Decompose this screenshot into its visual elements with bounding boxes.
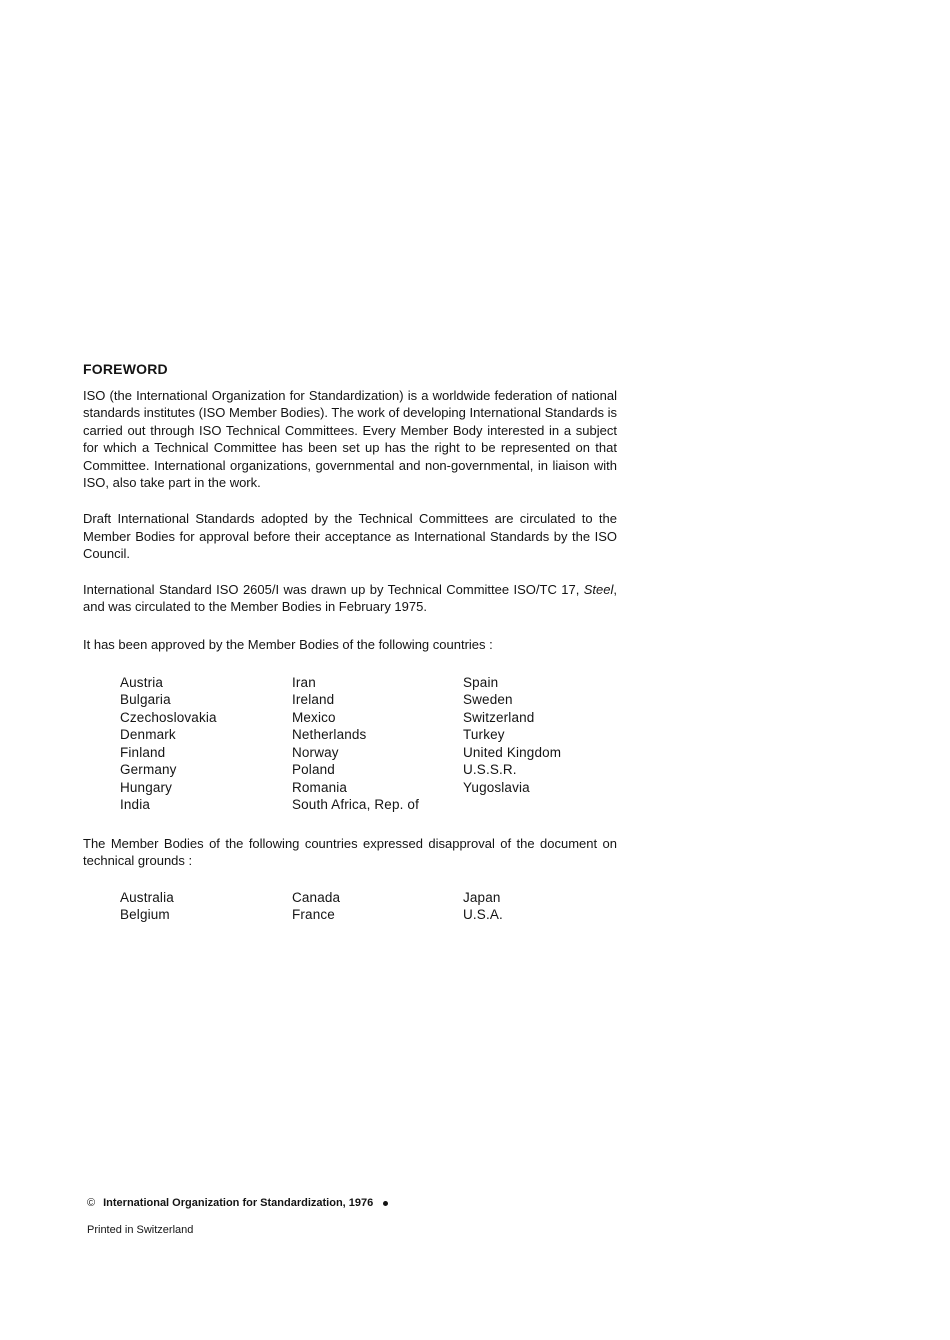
disapproved-countries-column-3 [463,889,613,924]
approved-countries-column-3 [463,674,613,814]
foreword-paragraph-committee [83,581,617,616]
foreword-section [83,361,617,924]
country-name: Netherlands [292,727,367,743]
country-name: Bulgaria [120,692,171,708]
disapproved-countries-column-2 [292,889,463,924]
copyright-icon: © [87,1197,96,1209]
country-name: Iran [292,674,316,690]
country-name: Japan [463,889,501,905]
country-name: Sweden [463,692,513,708]
foreword-paragraph-draft-standards: Draft International Standards adopted by the Technical Committees are circulated to the Member Bodies for approval before their acceptance as International Standards by the ISO Council. [83,511,617,562]
country-name: India [120,797,151,813]
approved-countries-list [120,674,617,814]
country-name: Romania [292,779,348,795]
country-name: Poland [292,762,335,778]
bullet-dot-icon [383,1201,388,1206]
country-name: South Africa, Rep. of [292,797,419,813]
country-name: Finland [120,744,166,760]
copyright-text: International Organization for Standardization, 1976 [103,1197,374,1209]
country-name: Norway [292,744,339,760]
country-name: Canada [292,889,341,905]
disapproval-intro: The Member Bodies of the following countries expressed disapproval of the document on technical grounds : [83,835,617,869]
country-name: France [292,907,335,923]
foreword-heading: FOREWORD [83,361,168,377]
country-name: U.S.S.R. [463,762,517,778]
page-footer [87,1197,388,1236]
copyright-line [87,1197,388,1209]
approved-countries-column-1 [120,674,292,814]
committee-text-end: , and was circulated to the Member Bodies in February 1975. [83,581,617,615]
country-name: Turkey [463,727,505,743]
country-name: Ireland [292,692,335,708]
approved-countries-column-2 [292,674,463,814]
country-name: Germany [120,762,177,778]
country-name: Australia [120,889,174,905]
committee-subject-italic: Steel [583,581,614,597]
disapproved-countries-list [120,889,617,924]
country-name: Austria [120,674,164,690]
country-name: Yugoslavia [463,779,530,795]
disapproved-countries-column-1 [120,889,292,924]
country-name: Hungary [120,779,173,795]
country-name: Mexico [292,709,336,725]
country-name: Czechoslovakia [120,709,217,725]
printed-in-text: Printed in Switzerland [87,1224,194,1236]
committee-text-start: International Standard ISO 2605/I was drawn up by Technical Committee ISO/TC 17, [83,581,584,597]
approval-intro: It has been approved by the Member Bodies of the following countries : [83,637,493,653]
foreword-paragraph-iso-intro: ISO (the International Organization for Standardization) is a worldwide federation of national standards institutes (ISO Member Bodies). The work of developing International Standards is carried out through ISO Technical Committees. Every Member Body interested in a subject for which a Technical Committee has been set up has the right to be represented on that Committee. International organizations, governmental and non-governmental, in liaison with ISO, also take part in the work. [83,388,617,491]
country-name: Belgium [120,907,170,923]
country-name: United Kingdom [463,744,562,760]
country-name: Switzerland [463,709,535,725]
country-name: U.S.A. [463,907,503,923]
country-name: Denmark [120,727,176,743]
country-name: Spain [463,674,499,690]
